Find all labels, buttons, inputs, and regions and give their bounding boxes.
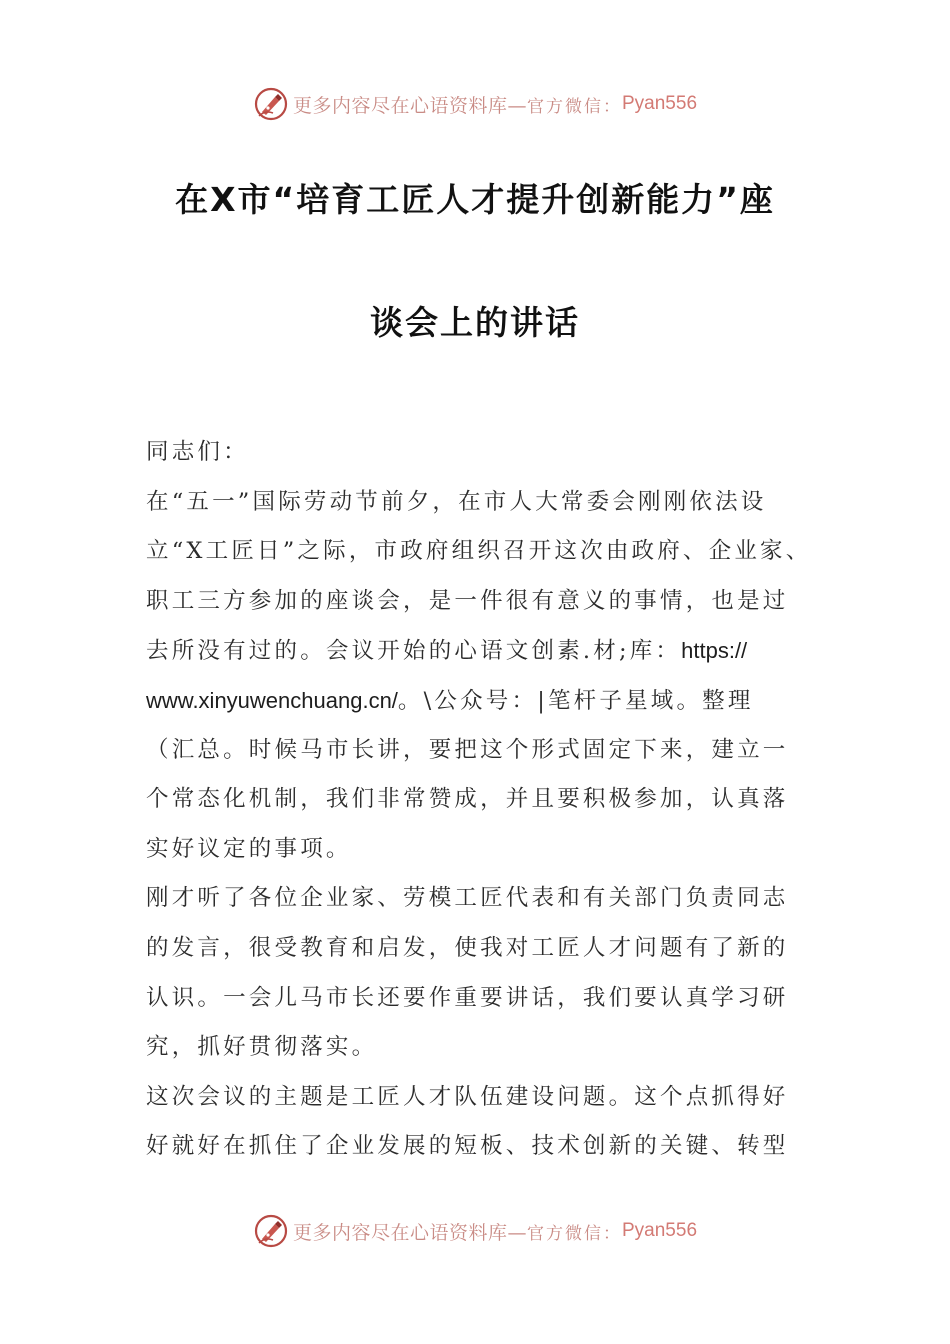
paragraph-line: 个常态化机制，我们非常赞成，并且要积极参加，认真落 [146, 786, 789, 813]
pen-nib-logo-icon [253, 86, 289, 122]
document-title-line-2: 谈会上的讲话 [370, 303, 580, 342]
watermark-wechat-id: Pyan556 [622, 1220, 698, 1241]
url-fragment: https:// [681, 638, 748, 664]
paragraph-line: 究，抓好贯彻落实。 [146, 1034, 378, 1061]
paragraph-line: （汇总。时候马市长讲，要把这个形式固定下来，建立一 [146, 736, 789, 763]
paragraph-line: 职工三方参加的座谈会，是一件很有意义的事情，也是过 [146, 587, 789, 614]
watermark-text: 更多内容尽在心语资料库— [292, 1221, 527, 1244]
paragraph-line [146, 626, 826, 676]
salutation: 同志们： [146, 439, 249, 465]
watermark-wechat-id: Pyan556 [622, 93, 698, 114]
paragraph-line: 刚才听了各位企业家、劳模工匠代表和有关部门负责同志 [146, 885, 789, 912]
footer-watermark [0, 1211, 950, 1251]
document-title-line-1: 在X市“培育工匠人才提升创新能力”座 [175, 180, 775, 219]
pen-nib-logo-icon [253, 1213, 289, 1249]
url-domain: www.xinyuwenchuang.cn/ [146, 687, 398, 713]
watermark-text: 更多内容尽在心语资料库— [292, 94, 527, 117]
watermark-wechat-label: 官方微信： [527, 96, 622, 117]
paragraph-line-segment: 。\公众号：|笔杆子星域。整理 [397, 687, 754, 714]
paragraph-line: 的发言，很受教育和启发，使我对工匠人才问题有了新的 [146, 934, 789, 961]
paragraph-line: 这次会议的主题是工匠人才队伍建设问题。这个点抓得好 [146, 1083, 789, 1110]
header-watermark [0, 84, 950, 124]
paragraph-line: 好就好在抓住了企业发展的短板、技术创新的关键、转型 [146, 1133, 789, 1160]
paragraph-line-segment: 去所没有过的。会议开始的心语文创素.材;库： [146, 638, 682, 665]
paragraph-line: 在“五一”国际劳动节前夕，在市人大常委会刚刚依法设 [146, 488, 767, 515]
paragraph-line: 实好议定的事项。 [146, 835, 352, 862]
paragraph-line: 认识。一会儿马市长还要作重要讲话，我们要认真学习研 [146, 984, 789, 1011]
paragraph-line [146, 676, 826, 726]
watermark-wechat-label: 官方微信： [527, 1223, 622, 1244]
document-body [146, 428, 826, 1172]
paragraph-line: 立“X工匠日”之际，市政府组织召开这次由政府、企业家、 [146, 538, 812, 565]
